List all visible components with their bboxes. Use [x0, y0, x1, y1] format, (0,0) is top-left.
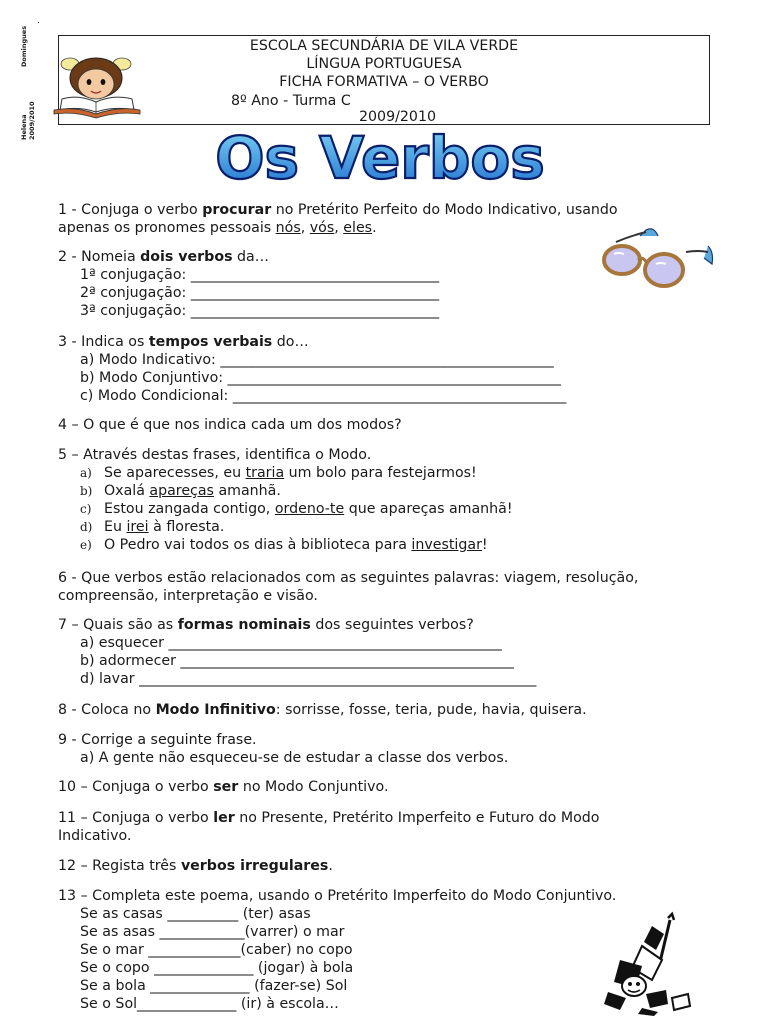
- q1-sep: ,: [334, 220, 344, 236]
- school-name: ESCOLA SECUNDÁRIA DE VILA VERDE: [249, 38, 519, 54]
- school-year: 2009/2010: [359, 109, 436, 125]
- sentence-text: Oxalá: [104, 483, 150, 499]
- sentence-b: [58, 482, 513, 500]
- question-2: [58, 248, 439, 320]
- answer-line[interactable]: a) Modo Indicativo: _______________________________________________: [80, 352, 554, 368]
- q3-bold: tempos verbais: [148, 334, 273, 350]
- question-5: [58, 446, 513, 554]
- grade-class: 8º Ano - Turma C: [231, 93, 351, 109]
- sentence-text: Estou zangada contigo,: [104, 501, 275, 517]
- question-9: [58, 731, 508, 767]
- q2-text-cont: da…: [232, 249, 269, 265]
- sentence-text: !: [481, 537, 488, 553]
- question-3: [58, 333, 566, 405]
- answer-line[interactable]: 2ª conjugação: ___________________________________: [80, 285, 440, 301]
- q3-text-cont: do…: [272, 334, 309, 350]
- poem-line[interactable]: Se as asas ____________(varrer) o mar: [80, 924, 345, 940]
- q7-text: 7 – Quais são as: [58, 617, 178, 633]
- author-note: [20, 26, 36, 140]
- side-dot: .: [37, 16, 40, 26]
- sentence-text: que apareças amanhã!: [344, 501, 513, 517]
- answer-line[interactable]: 1ª conjugação: ___________________________________: [80, 267, 440, 283]
- q10-bold: ser: [213, 779, 239, 795]
- q1-text: 1 - Conjuga o verbo: [58, 202, 203, 218]
- q3-text: 3 - Indica os: [58, 334, 149, 350]
- poem-line[interactable]: Se o mar _____________(caber) no copo: [80, 942, 353, 958]
- poem-line[interactable]: Se a bola ______________ (fazer-se) Sol: [80, 978, 348, 994]
- q11-bold: ler: [213, 810, 235, 826]
- sheet-title: FICHA FORMATIVA – O VERBO: [279, 74, 489, 90]
- question-7: [58, 616, 536, 688]
- q1-end: .: [372, 220, 377, 236]
- q9-sentence: a) A gente não esqueceu-se de estudar a classe dos verbos.: [80, 750, 509, 766]
- sentence-text: Eu: [104, 519, 127, 535]
- answer-line[interactable]: b) adormecer _______________________________________________: [80, 653, 514, 669]
- item-letter: c): [80, 502, 92, 516]
- author-year: 2009/2010: [28, 101, 36, 140]
- q1-verb: procurar: [202, 202, 272, 218]
- sentence-text: O Pedro vai todos os dias à biblioteca para: [104, 537, 412, 553]
- q12-text: 12 – Regista três: [58, 858, 181, 874]
- girl-reading-illustration: [48, 50, 164, 120]
- q5-intro: 5 – Através destas frases, identifica o Modo.: [58, 447, 372, 463]
- q12-text-cont: .: [328, 858, 333, 874]
- author-surname: Domingues: [20, 25, 28, 67]
- poem-line[interactable]: Se o Sol______________ (ir) à escola…: [80, 996, 339, 1012]
- poem-line[interactable]: Se o copo ______________ (jogar) à bola: [80, 960, 354, 976]
- reader-books-illustration: [602, 910, 694, 1018]
- answer-line[interactable]: d) lavar ________________________________________________________: [80, 671, 537, 687]
- answer-line[interactable]: c) Modo Condicional: _______________________________________________: [80, 388, 567, 404]
- author-name: Helena: [20, 114, 28, 140]
- item-letter: a): [80, 466, 92, 480]
- answer-line[interactable]: b) Modo Conjuntivo: _______________________________________________: [80, 370, 561, 386]
- q7-text-cont: dos seguintes verbos?: [310, 617, 474, 633]
- q1-line2: apenas os pronomes pessoais: [58, 220, 276, 236]
- sentence-d: [58, 518, 513, 536]
- q11-line2: Indicativo.: [58, 828, 132, 844]
- q8-text-cont: : sorrisse, fosse, teria, pude, havia, quisera.: [275, 702, 587, 718]
- q6-line2: compreensão, interpretação e visão.: [58, 588, 318, 604]
- underlined-verb: irei: [126, 519, 149, 535]
- item-letter: e): [80, 538, 92, 552]
- q6-line1: 6 - Que verbos estão relacionados com as seguintes palavras: viagem, resolução,: [58, 570, 639, 586]
- sentence-text: amanhã.: [213, 483, 281, 499]
- sentence-text: um bolo para festejarmos!: [284, 465, 477, 481]
- question-1: [58, 201, 618, 237]
- underlined-verb: apareças: [149, 483, 214, 499]
- page-title: [215, 120, 545, 194]
- answer-line[interactable]: a) esquecer _______________________________________________: [80, 635, 502, 651]
- title-text: Os Verbos: [215, 124, 545, 192]
- sentence-c: [58, 500, 513, 518]
- question-8: [58, 701, 587, 719]
- item-letter: d): [80, 520, 93, 534]
- pronoun-vos: vós: [309, 220, 335, 236]
- question-6: [58, 569, 638, 605]
- q10-text: 10 – Conjuga o verbo: [58, 779, 214, 795]
- q11-text-cont: no Presente, Pretérito Imperfeito e Futuro do Modo: [234, 810, 600, 826]
- q11-text: 11 – Conjuga o verbo: [58, 810, 214, 826]
- q8-bold: Modo Infinitivo: [155, 702, 276, 718]
- subject-name: LÍNGUA PORTUGUESA: [306, 56, 462, 72]
- question-4: 4 – O que é que nos indica cada um dos modos?: [58, 417, 402, 433]
- sentence-text: à floresta.: [148, 519, 225, 535]
- q8-text: 8 - Coloca no: [58, 702, 156, 718]
- q2-text: 2 - Nomeia: [58, 249, 141, 265]
- item-letter: b): [80, 484, 93, 498]
- answer-line[interactable]: 3ª conjugação: ___________________________________: [80, 303, 440, 319]
- pronoun-eles: eles: [343, 220, 373, 236]
- sentence-text: Se aparecesses, eu: [104, 465, 246, 481]
- sentence-e: [58, 536, 513, 554]
- q10-text-cont: no Modo Conjuntivo.: [238, 779, 389, 795]
- underlined-verb: investigar: [411, 537, 482, 553]
- sentence-a: [58, 464, 513, 482]
- poem-line[interactable]: Se as casas __________ (ter) asas: [80, 906, 311, 922]
- q2-bold: dois verbos: [140, 249, 233, 265]
- q13-intro: 13 – Completa este poema, usando o Pretérito Imperfeito do Modo Conjuntivo.: [58, 888, 617, 904]
- underlined-verb: ordeno-te: [274, 501, 345, 517]
- q1-sep: ,: [300, 220, 310, 236]
- q7-bold: formas nominais: [177, 617, 311, 633]
- q9-line1: 9 - Corrige a seguinte frase.: [58, 732, 257, 748]
- question-13: [58, 887, 616, 1013]
- q12-bold: verbos irregulares: [180, 858, 329, 874]
- underlined-verb: traria: [245, 465, 285, 481]
- glasses-illustration: [600, 222, 718, 296]
- pronoun-nos: nós: [275, 220, 301, 236]
- question-11: [58, 809, 599, 845]
- question-12: [58, 857, 333, 875]
- q1-text-cont: no Pretérito Perfeito do Modo Indicativo, usando: [271, 202, 618, 218]
- question-10: [58, 778, 388, 796]
